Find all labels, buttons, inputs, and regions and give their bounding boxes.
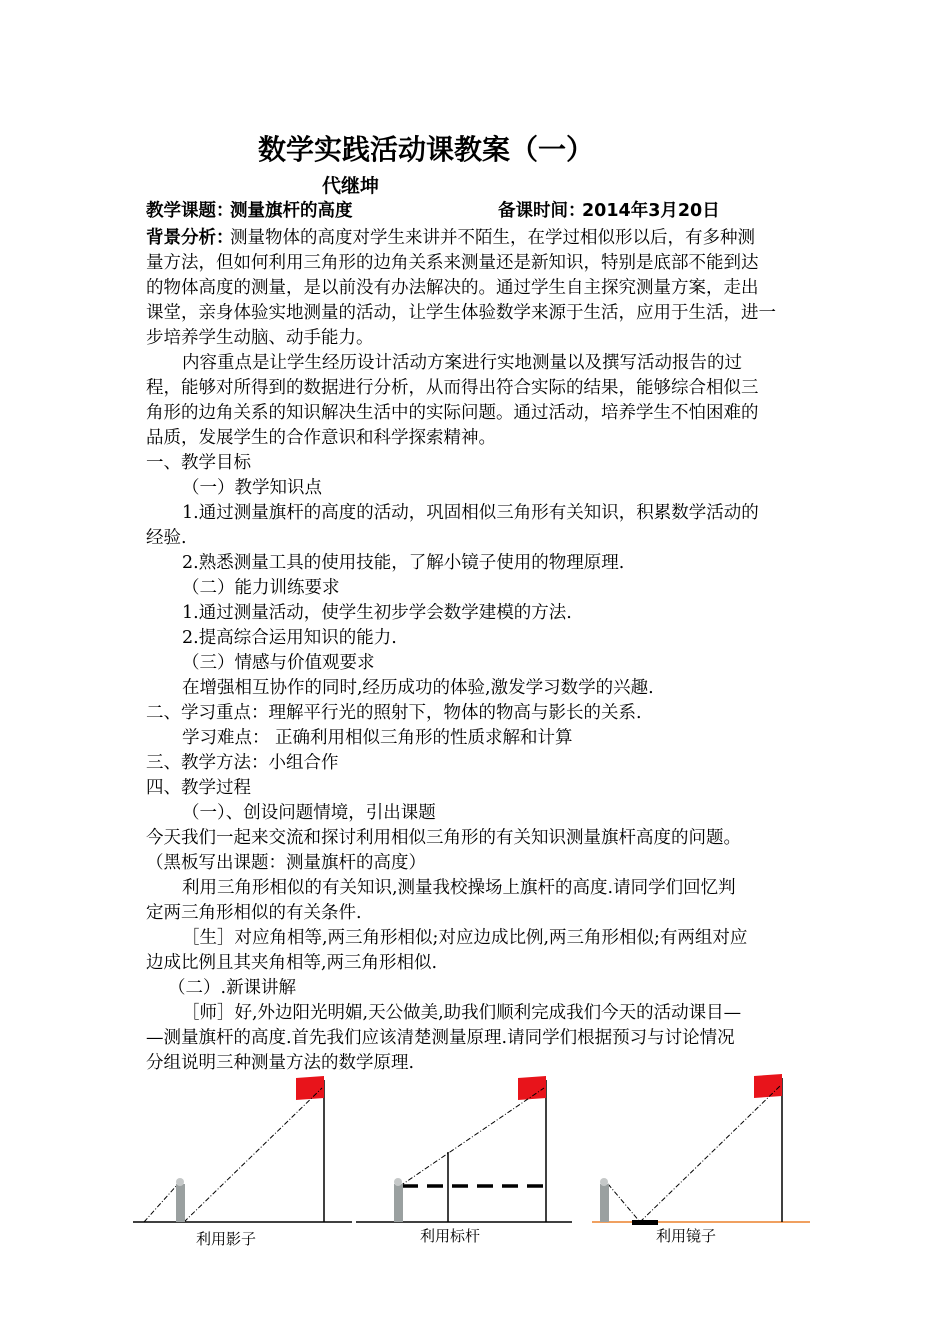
text-line: 内容重点是让学生经历设计活动方案进行实地测量以及撰写活动报告的过 (182, 353, 742, 373)
text-line: 定两三角形相似的有关条件. (146, 903, 362, 923)
caption-pole: 利用标杆 (420, 1227, 481, 1245)
text-line: 今天我们一起来交流和探讨利用相似三角形的有关知识测量旗杆高度的问题。 (146, 828, 741, 848)
caption-shadow: 利用影子 (196, 1230, 257, 1248)
text-line: ［师］好,外边阳光明媚,天公做美,助我们顺利完成我们今天的活动课目— (182, 1003, 742, 1023)
flag-icon (754, 1074, 782, 1098)
person-icon (176, 1178, 185, 1222)
reflect-line (640, 1086, 780, 1222)
diagram-mirror (588, 1070, 818, 1230)
mirror-icon (632, 1220, 658, 1225)
text-line: 1.通过测量旗杆的高度的活动，巩固相似三角形有关知识，积累数学活动的 (182, 503, 759, 523)
subsection-heading: （二）.新课讲解 (168, 978, 297, 998)
caption-mirror: 利用镜子 (656, 1227, 717, 1245)
text-line: 经验. (146, 528, 187, 548)
text-line: 在增强相互协作的同时,经历成功的体验,激发学习数学的兴趣. (182, 678, 654, 698)
background-label: 背景分析： (146, 228, 234, 248)
section-heading: 二、学习重点：理解平行光的照射下，物体的物高与影长的关系. (146, 703, 642, 723)
text-line: 步培养学生动脑、动手能力。 (146, 328, 374, 348)
flag-icon (296, 1076, 324, 1100)
section-heading: 四、教学过程 (146, 778, 251, 798)
text-line: 课堂，亲身体验实地测量的活动，让学生体验数学来源于生活，应用于生活，进一 (146, 303, 776, 323)
text-line: ［生］对应角相等,两三角形相似;对应边成比例,两三角形相似;有两组对应 (182, 928, 748, 948)
person-icon (394, 1178, 403, 1222)
text-line: （黑板写出课题：测量旗杆的高度） (146, 853, 426, 873)
topic-value: 测量旗杆的高度 (230, 201, 353, 221)
section-heading: 一、教学目标 (146, 453, 251, 473)
text-line: —测量旗杆的高度.首先我们应该清楚测量原理.请同学们根据预习与讨论情况 (146, 1028, 735, 1048)
person-icon (600, 1178, 609, 1222)
text-line: 量方法，但如何利用三角形的边角关系来测量还是新知识，特别是底部不能到达 (146, 253, 759, 273)
text-line: 角形的边角关系的知识解决生活中的实际问题。通过活动，培养学生不怕困难的 (146, 403, 759, 423)
diagram-pole (352, 1070, 582, 1230)
text-line: 1.通过测量活动，使学生初步学会数学建模的方法. (182, 603, 572, 623)
section-heading: 三、教学方法：小组合作 (146, 753, 339, 773)
subsection-heading: （二）能力训练要求 (182, 578, 340, 598)
text-line: 学习难点： 正确利用相似三角形的性质求解和计算 (182, 728, 573, 748)
text-line: 利用三角形相似的有关知识,测量我校操场上旗杆的高度.请同学们回忆判 (182, 878, 736, 898)
subsection-heading: （一）、创设问题情境，引出课题 (182, 803, 436, 823)
sun-ray-line (184, 1088, 322, 1222)
time-value: 2014年3月20日 (582, 201, 720, 221)
text-line: 品质，发展学生的合作意识和科学探索精神。 (146, 428, 496, 448)
text-line: 分组说明三种测量方法的数学原理. (146, 1053, 415, 1073)
page-title: 数学实践活动课教案（一） (258, 133, 595, 166)
sight-line (400, 1088, 544, 1186)
text-line: 2.提高综合运用知识的能力. (182, 628, 397, 648)
text-line: 2.熟悉测量工具的使用技能，了解小镜子使用的物理原理. (182, 553, 625, 573)
diagram-shadow (130, 1070, 360, 1230)
reflect-line (608, 1184, 640, 1222)
text-line: 程，能够对所得到的数据进行分析，从而得出符合实际的结果，能够综合相似三 (146, 378, 759, 398)
author: 代继坤 (322, 175, 380, 197)
text-line: 的物体高度的测量，是以前没有办法解决的。通过学生自主探究测量方案，走出 (146, 278, 759, 298)
subsection-heading: （三）情感与价值观要求 (182, 653, 375, 673)
time-label: 备课时间： (498, 201, 586, 221)
topic-label: 教学课题： (146, 201, 234, 221)
text-line: 边成比例且其夹角相等,两三角形相似. (146, 953, 438, 973)
text-line: 测量物体的高度对学生来讲并不陌生，在学过相似形以后，有多种测 (230, 228, 755, 248)
flag-icon (518, 1076, 546, 1100)
sun-ray-line (144, 1184, 178, 1222)
subsection-heading: （一）教学知识点 (182, 478, 322, 498)
